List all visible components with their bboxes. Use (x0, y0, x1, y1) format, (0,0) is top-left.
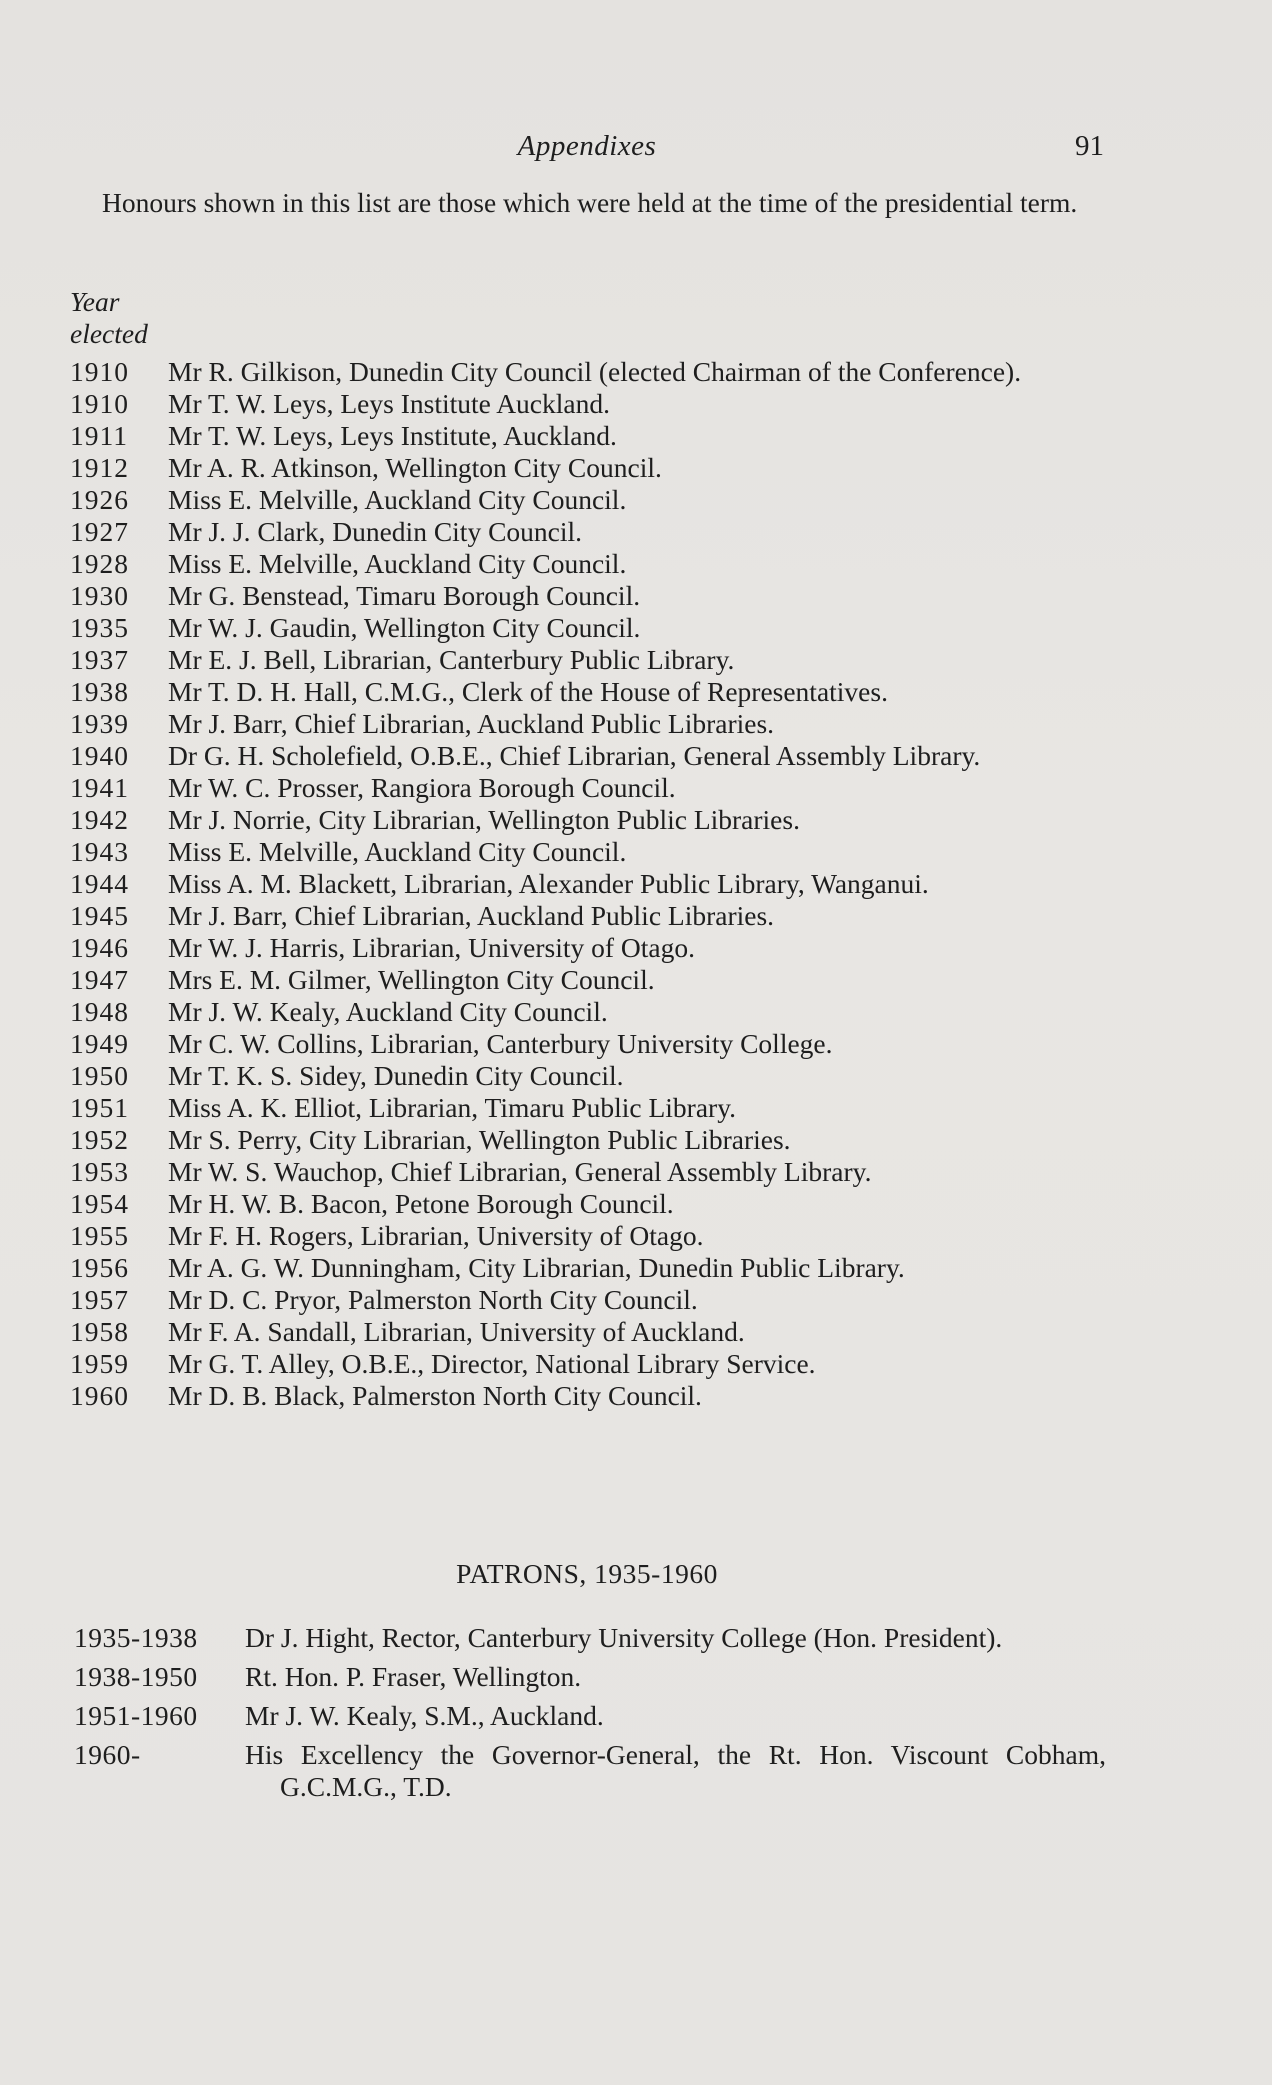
president-year: 1938 (70, 676, 129, 707)
president-entry: Mr H. W. B. Bacon, Petone Borough Council. (168, 1188, 674, 1219)
president-row (70, 1284, 1104, 1316)
running-title: Appendixes (517, 130, 657, 162)
president-entry: Mrs E. M. Gilmer, Wellington City Council. (168, 964, 655, 995)
president-row (70, 1124, 1104, 1156)
president-row (70, 644, 1104, 676)
president-row (70, 996, 1104, 1028)
president-entry: Mr J. Norrie, City Librarian, Wellington Public Libraries. (168, 804, 800, 835)
president-year: 1948 (70, 996, 129, 1027)
president-row (70, 452, 1104, 484)
president-row (70, 932, 1104, 964)
president-row (70, 1188, 1104, 1220)
patron-row (74, 1622, 1106, 1654)
president-row (70, 964, 1104, 996)
president-entry: Mr J. Barr, Chief Librarian, Auckland Public Libraries. (168, 708, 775, 739)
president-year: 1951 (70, 1092, 129, 1123)
page-number: 91 (1075, 130, 1104, 162)
president-entry: Miss A. K. Elliot, Librarian, Timaru Public Library. (168, 1092, 737, 1123)
patron-entry: His Excellency the Governor-General, the Rt. Hon. Viscount Cobham, G.C.M.G., T.D. (245, 1739, 1106, 1802)
president-row (70, 772, 1104, 804)
patron-row (74, 1700, 1106, 1732)
president-year: 1947 (70, 964, 129, 995)
president-entry: Mr J. J. Clark, Dunedin City Council. (168, 516, 583, 547)
president-year: 1942 (70, 804, 129, 835)
president-row (70, 548, 1104, 580)
president-year: 1940 (70, 740, 129, 771)
president-row (70, 740, 1104, 772)
president-row (70, 1316, 1104, 1348)
patron-row (74, 1661, 1106, 1693)
president-entry: Mr T. K. S. Sidey, Dunedin City Council. (168, 1060, 624, 1091)
president-year: 1945 (70, 900, 129, 931)
president-year: 1950 (70, 1060, 129, 1091)
intro-paragraph: Honours shown in this list are those which were held at the time of the presidential term. (102, 187, 1078, 218)
president-row (70, 1252, 1104, 1284)
president-year: 1939 (70, 708, 129, 739)
president-year: 1953 (70, 1156, 129, 1187)
president-year: 1946 (70, 932, 129, 963)
president-entry: Mr E. J. Bell, Librarian, Canterbury Public Library. (168, 644, 735, 675)
patron-years: 1935-1938 (74, 1622, 198, 1653)
president-row (70, 484, 1104, 516)
president-entry: Mr F. A. Sandall, Librarian, University of Auckland. (168, 1316, 745, 1347)
president-year: 1959 (70, 1348, 129, 1379)
president-year: 1943 (70, 836, 129, 867)
patron-years: 1960- (74, 1739, 141, 1770)
president-entry: Miss E. Melville, Auckland City Council. (168, 836, 627, 867)
president-year: 1928 (70, 548, 129, 579)
president-entry: Mr S. Perry, City Librarian, Wellington Public Libraries. (168, 1124, 791, 1155)
patrons-heading: PATRONS, 1935-1960 (456, 1558, 718, 1589)
president-row (70, 804, 1104, 836)
president-entry: Mr F. H. Rogers, Librarian, University of Otago. (168, 1220, 704, 1251)
president-row (70, 1348, 1104, 1380)
president-year: 1930 (70, 580, 129, 611)
president-year: 1927 (70, 516, 129, 547)
patron-entry: Dr J. Hight, Rector, Canterbury University College (Hon. President). (245, 1622, 1003, 1653)
president-year: 1958 (70, 1316, 129, 1347)
president-row (70, 676, 1104, 708)
president-year: 1954 (70, 1188, 129, 1219)
president-year: 1952 (70, 1124, 129, 1155)
president-row (70, 1156, 1104, 1188)
president-entry: Mr C. W. Collins, Librarian, Canterbury University College. (168, 1028, 833, 1059)
president-entry: Mr R. Gilkison, Dunedin City Council (elected Chairman of the Conference). (168, 356, 1022, 387)
president-entry: Mr G. T. Alley, O.B.E., Director, National Library Service. (168, 1348, 816, 1379)
president-row (70, 1092, 1104, 1124)
patrons-list (74, 1622, 1106, 1810)
president-row (70, 580, 1104, 612)
elected-heading-line: elected (70, 318, 148, 349)
president-entry: Mr D. B. Black, Palmerston North City Council. (168, 1380, 702, 1411)
president-entry: Mr W. J. Gaudin, Wellington City Council. (168, 612, 641, 643)
president-entry: Mr J. W. Kealy, Auckland City Council. (168, 996, 608, 1027)
president-year: 1956 (70, 1252, 129, 1283)
president-year: 1935 (70, 612, 129, 643)
president-entry: Mr T. W. Leys, Leys Institute, Auckland. (168, 420, 617, 451)
president-year: 1957 (70, 1284, 129, 1315)
president-row (70, 900, 1104, 932)
president-row (70, 1220, 1104, 1252)
president-year: 1937 (70, 644, 129, 675)
president-year: 1949 (70, 1028, 129, 1059)
president-entry: Miss E. Melville, Auckland City Council. (168, 548, 627, 579)
president-entry: Mr T. D. H. Hall, C.M.G., Clerk of the House of Representatives. (168, 676, 888, 707)
president-entry: Mr G. Benstead, Timaru Borough Council. (168, 580, 641, 611)
presidents-list (70, 356, 1104, 1412)
patron-entry: Mr J. W. Kealy, S.M., Auckland. (245, 1700, 604, 1731)
president-row (70, 708, 1104, 740)
running-head (70, 130, 1104, 170)
patron-years: 1951-1960 (74, 1700, 198, 1731)
president-entry: Mr W. S. Wauchop, Chief Librarian, General Assembly Library. (168, 1156, 872, 1187)
president-row (70, 1380, 1104, 1412)
president-year: 1944 (70, 868, 129, 899)
president-row (70, 612, 1104, 644)
president-entry: Mr W. J. Harris, Librarian, University of Otago. (168, 932, 695, 963)
president-entry: Mr T. W. Leys, Leys Institute Auckland. (168, 388, 610, 419)
president-row (70, 388, 1104, 420)
president-row (70, 1028, 1104, 1060)
year-heading-line: Year (70, 286, 120, 317)
president-entry: Mr D. C. Pryor, Palmerston North City Council. (168, 1284, 698, 1315)
president-row (70, 868, 1104, 900)
president-row (70, 356, 1104, 388)
president-year: 1926 (70, 484, 129, 515)
president-row (70, 1060, 1104, 1092)
president-entry: Mr A. G. W. Dunningham, City Librarian, Dunedin Public Library. (168, 1252, 905, 1283)
president-year: 1910 (70, 388, 129, 419)
president-entry: Mr J. Barr, Chief Librarian, Auckland Public Libraries. (168, 900, 775, 931)
patron-years: 1938-1950 (74, 1661, 198, 1692)
president-year: 1960 (70, 1380, 129, 1411)
patron-entry: Rt. Hon. P. Fraser, Wellington. (245, 1661, 582, 1692)
president-entry: Miss A. M. Blackett, Librarian, Alexander Public Library, Wanganui. (168, 868, 929, 899)
year-elected-heading (70, 286, 148, 350)
president-year: 1911 (70, 420, 128, 451)
president-year: 1955 (70, 1220, 129, 1251)
president-entry: Dr G. H. Scholefield, O.B.E., Chief Librarian, General Assembly Library. (168, 740, 981, 771)
president-entry: Mr A. R. Atkinson, Wellington City Council. (168, 452, 662, 483)
president-year: 1910 (70, 356, 129, 387)
president-entry: Miss E. Melville, Auckland City Council. (168, 484, 627, 515)
president-year: 1941 (70, 772, 129, 803)
president-year: 1912 (70, 452, 129, 483)
president-row (70, 836, 1104, 868)
patron-row (74, 1739, 1106, 1803)
president-row (70, 516, 1104, 548)
president-entry: Mr W. C. Prosser, Rangiora Borough Council. (168, 772, 676, 803)
president-row (70, 420, 1104, 452)
